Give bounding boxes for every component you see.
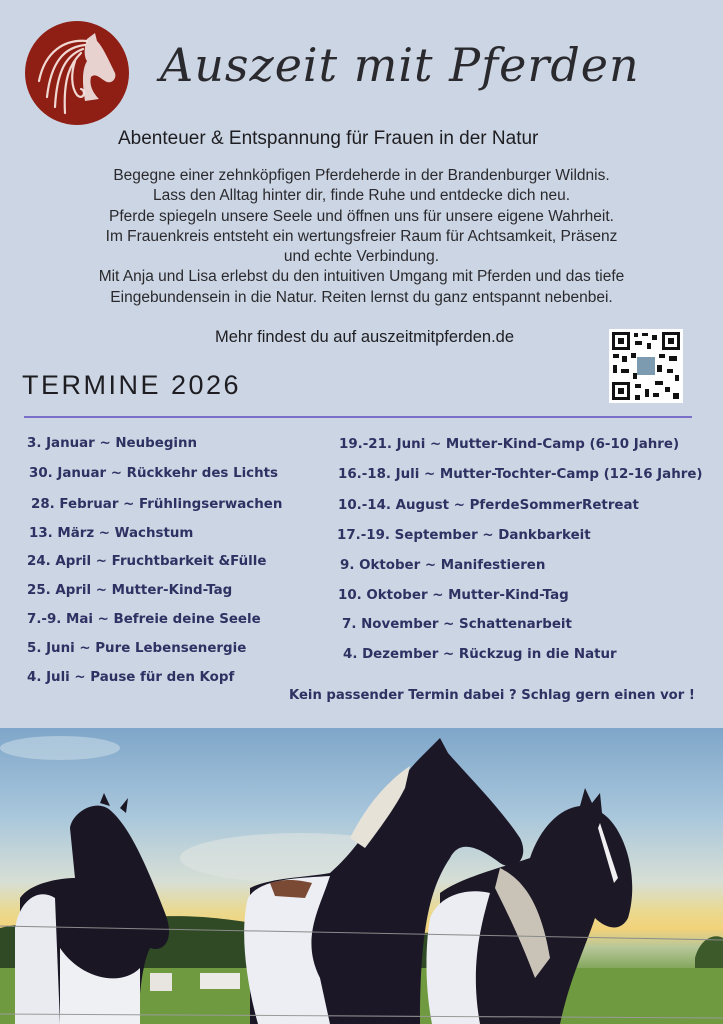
- qr-code-icon[interactable]: [609, 329, 683, 403]
- intro-line: Begegne einer zehnköpfigen Pferdeherde in der Brandenburger Wildnis.: [113, 167, 610, 184]
- page-title: Auszeit mit Pferden: [160, 38, 640, 92]
- event-item: 7. November ~ Schattenarbeit: [342, 617, 572, 632]
- event-item: 30. Januar ~ Rückkehr des Lichts: [29, 466, 279, 481]
- event-item: 17.-19. September ~ Dankbarkeit: [337, 528, 591, 543]
- website-link[interactable]: Mehr findest du auf auszeitmitpferden.de: [215, 328, 515, 346]
- horses-photo: [0, 728, 723, 1024]
- event-item: 5. Juni ~ Pure Lebensenergie: [27, 641, 247, 656]
- event-item: 28. Februar ~ Frühlingserwachen: [31, 497, 283, 512]
- intro-line: Lass den Alltag hinter dir, finde Ruhe und entdecke dich neu.: [152, 187, 571, 205]
- termine-heading: TERMINE 2026: [22, 370, 242, 400]
- event-item: 9. Oktober ~ Manifestieren: [340, 558, 546, 573]
- intro-line: und echte Verbindung.: [283, 248, 440, 266]
- horse-woman-logo-icon: [25, 21, 129, 125]
- subtitle: Abenteuer & Entspannung für Frauen in der Natur: [118, 128, 539, 149]
- event-item: 25. April ~ Mutter-Kind-Tag: [27, 583, 233, 598]
- event-item: 19.-21. Juni ~ Mutter-Kind-Camp (6-10 Jahre): [339, 437, 680, 452]
- suggest-date-note: Kein passender Termin dabei ? Schlag gern einen vor !: [289, 688, 695, 703]
- event-item: 10. Oktober ~ Mutter-Kind-Tag: [338, 588, 569, 603]
- event-item: 7.-9. Mai ~ Befreie deine Seele: [27, 612, 261, 627]
- event-item: 4. Juli ~ Pause für den Kopf: [27, 670, 235, 685]
- event-item: 10.-14. August ~ PferdeSommerRetreat: [338, 498, 639, 513]
- intro-line: Pferde spiegeln unsere Seele und öffnen uns für unsere eigene Wahrheit.: [109, 207, 614, 225]
- event-item: 4. Dezember ~ Rückzug in die Natur: [343, 647, 617, 662]
- divider: [24, 416, 692, 418]
- intro-line: Im Frauenkreis entsteht ein wertungsfreier Raum für Achtsamkeit, Präsenz: [105, 227, 618, 245]
- intro-line: Eingebundensein in die Natur. Reiten lernst du ganz entspannt nebenbei.: [110, 288, 613, 306]
- intro-line: Mit Anja und Lisa erlebst du den intuitiven Umgang mit Pferden und das tiefe: [98, 268, 625, 286]
- intro-text: [0, 166, 723, 308]
- event-item: 16.-18. Juli ~ Mutter-Tochter-Camp (12-16 Jahre): [338, 467, 703, 482]
- event-item: 24. April ~ Fruchtbarkeit &Fülle: [27, 554, 267, 569]
- logo: [25, 21, 129, 125]
- event-item: 13. März ~ Wachstum: [29, 526, 194, 541]
- event-item: 3. Januar ~ Neubeginn: [27, 436, 198, 451]
